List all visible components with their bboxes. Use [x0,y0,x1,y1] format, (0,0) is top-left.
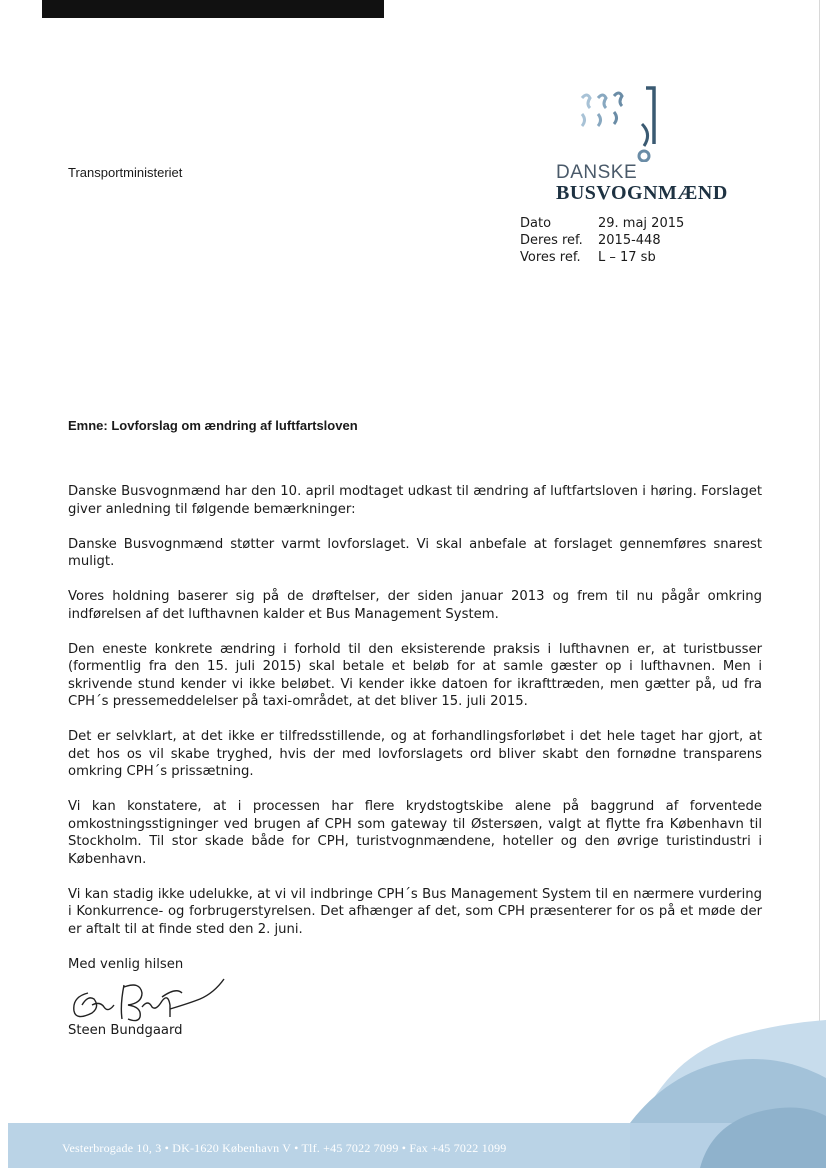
ref-value: 2015-448 [598,233,661,248]
paragraph: Det er selvklart, at det ikke er tilfredsstillende, og at forhandlingsforløbet i det hele taget har gjort, at det hos os vil skabe tryghed, hvis der med lovforslagets ord bliver skabt den fornødne transparens omkring CPH´s prissætning. [68,729,762,779]
logo-line-1: DANSKE [556,162,638,183]
subject-line: Emne: Lovforslag om ændring af luftfartsloven [68,418,358,433]
recipient: Transportministeriet [68,165,183,180]
ref-label: Vores ref. [520,250,581,265]
ref-value: 29. maj 2015 [598,216,685,231]
letter-body [68,483,762,956]
ref-row-their-ref [520,232,684,249]
company-logo [556,84,736,204]
logo-figures-icon [556,84,676,162]
handwritten-signature [66,975,231,1023]
signer-name: Steen Bundgaard [68,1023,183,1038]
ref-label: Dato [520,216,552,231]
footer-address: Vesterbrogade 10, 3 • DK-1620 København V • Tlf. +45 7022 7099 • Fax +45 7022 1099 [62,1141,507,1155]
reference-block [520,215,684,266]
paragraph: Danske Busvognmænd støtter varmt lovforslaget. Vi skal anbefale at forslaget gennemføres snarest muligt. [68,536,762,569]
paragraph: Den eneste konkrete ændring i forhold til den eksisterende praksis i lufthavnen er, at turistbusser (formentlig fra den 15. juli 2015) skal betale et beløb for at samle gæster op i lufthavnen. Men i skrivende stund kender vi ikke beløbet. Vi kender ikke datoen for ikrafttræden, men gætter på, ud fra CPH´s pressemeddelelser på taxi-området, at det bliver 15. juli 2015. [68,641,762,709]
redaction-bar [42,0,384,18]
ref-row-our-ref [520,249,684,266]
logo-line-2: BUSVOGNMÆND [556,182,728,204]
paragraph: Vores holdning baserer sig på de drøftelser, der siden januar 2013 og frem til nu pågår omkring indførelsen af det lufthavnen kalder et Bus Management System. [68,589,762,622]
paragraph: Danske Busvognmænd har den 10. april modtaget udkast til ændring af luftfartsloven i høring. Forslaget giver anledning til følgende bemærkninger: [68,484,762,517]
ref-row-date [520,215,684,232]
closing-salutation: Med venlig hilsen [68,957,184,972]
ref-label: Deres ref. [520,233,583,248]
page-edge [819,0,820,1168]
paragraph: Vi kan stadig ikke udelukke, at vi vil indbringe CPH´s Bus Management System til en nærmere vurdering i Konkurrence- og forbrugerstyrelsen. Det afhænger af det, som CPH præsenterer for os på et møde der er aftalt til at finde sted den 2. juni. [68,886,762,937]
paragraph: Vi kan konstatere, at i processen har flere krydstogtskibe alene på baggrund af forventede omkostningsstigninger ved brugen af CPH som gateway til Østersøen, valgt at flytte fra København til Stockholm. Til stor skade både for CPH, turistvognmændene, hoteller og den øvrige turistindustri i København. [68,799,762,867]
ref-value: L – 17 sb [598,250,656,265]
